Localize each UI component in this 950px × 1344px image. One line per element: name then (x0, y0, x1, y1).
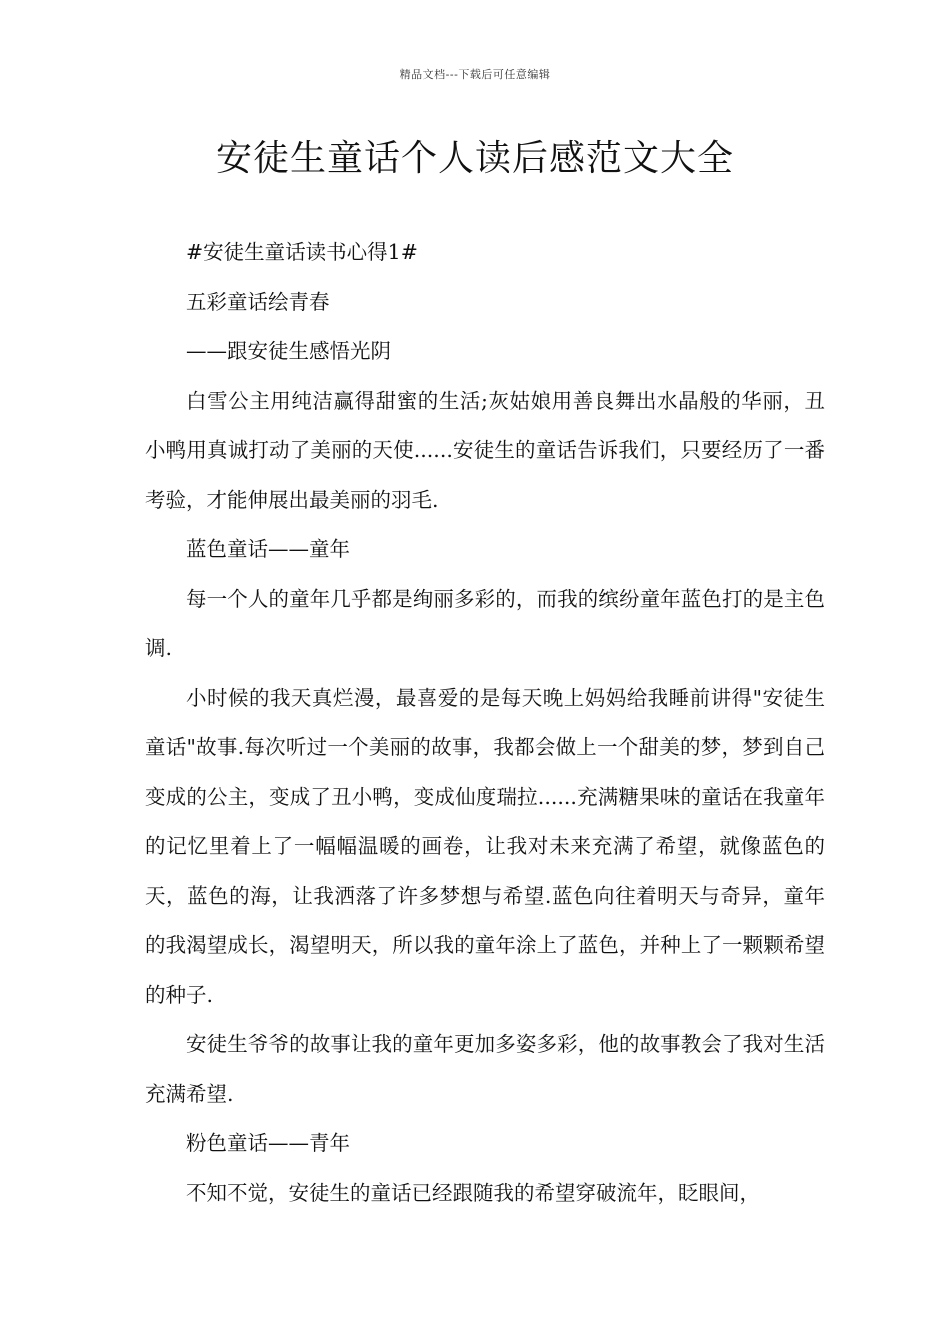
paragraph-section-blue: 蓝色童话——童年 (186, 537, 350, 561)
paragraph-section-pink: 粉色童话——青年 (186, 1131, 350, 1155)
paragraph-intro: 白雪公主用纯洁赢得甜蜜的生活;灰姑娘用善良舞出水晶般的华丽，丑小鸭用真诚打动了美丽的天使......安徒生的童话告诉我们，只要经历了一番考验，才能伸展出最美丽的羽毛. (145, 388, 825, 512)
paragraph-subheading: ——跟安徒生感悟光阴 (186, 339, 391, 363)
document-title: 安徒生童话个人读后感范文大全 (215, 138, 734, 179)
paragraph-blue-2: 小时候的我天真烂漫，最喜爱的是每天晚上妈妈给我睡前讲得"安徒生童话"故事.每次听过一个美丽的故事，我都会做上一个甜美的梦，梦到自己变成的公主，变成了丑小鸭，变成仙度瑞拉......充满糖果味的童话在我童年的记忆里着上了一幅幅温暖的画卷，让我对未来充满了希望，就像蓝色的天，蓝色的海，让我洒落了许多梦想与希望.蓝色向往着明天与奇异，童年的我渴望成长，渴望明天，所以我的童年涂上了蓝色，并种上了一颗颗希望的种子. (145, 685, 825, 1007)
paragraph-subtitle: 五彩童话绘青春 (186, 289, 330, 314)
paragraph-heading-1: #安徒生童话读书心得1# (186, 240, 418, 264)
header-note: 精品文档---下载后可任意编辑 (399, 68, 551, 81)
paragraph-blue-1: 每一个人的童年几乎都是绚丽多彩的，而我的缤纷童年蓝色打的是主色调. (145, 586, 825, 660)
document-body (145, 228, 825, 1218)
paragraph-pink-1: 不知不觉，安徒生的童话已经跟随我的希望穿破流年，眨眼间， (186, 1180, 760, 1205)
paragraph-blue-3: 安徒生爷爷的故事让我的童年更加多姿多彩，他的故事教会了我对生活充满希望. (145, 1032, 825, 1106)
